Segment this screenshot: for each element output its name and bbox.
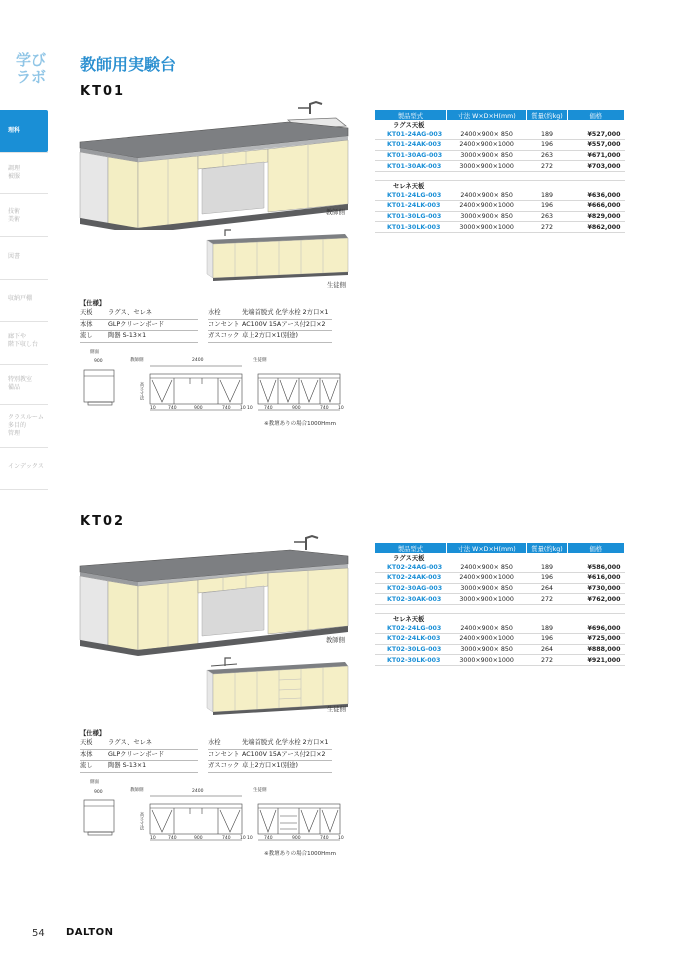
kt01-dwg-side-width: 900 (94, 359, 103, 364)
kt01-dwg-teacher-label: 教師側 (130, 358, 144, 363)
cell-mass: 189 (527, 563, 567, 573)
cell-mass: 263 (527, 150, 567, 161)
spec-key: 本体 (80, 750, 93, 758)
cell-price: ¥636,000 (567, 191, 624, 201)
cell-mass: 196 (527, 140, 567, 151)
cell-code: KT02-24AK-003 (375, 573, 446, 584)
th-model: 製品型式 (375, 543, 446, 553)
table-row (375, 573, 625, 584)
kt01-student-illustration (205, 226, 350, 282)
kt02-dwg-total-width: 2400 (192, 789, 204, 794)
spec-value: AC100V 15Aアース付2口×2 (242, 320, 326, 328)
kt02-dim-9: 740 (320, 836, 329, 841)
cell-price: ¥730,000 (567, 583, 624, 594)
cell-price: ¥586,000 (567, 563, 624, 573)
kt01-dim-6: 10 (247, 406, 253, 411)
cell-size: 2400×900×1000 (446, 140, 527, 151)
group-name: ラグス天板 (393, 555, 425, 563)
kt01-price-table (375, 110, 625, 233)
spec-key: 天板 (80, 309, 93, 316)
table-row (375, 130, 625, 140)
kt01-dim-3: 900 (194, 406, 203, 411)
spec-key: 流し (80, 332, 93, 339)
cell-price: ¥703,000 (567, 161, 624, 172)
kt01-teacher-illustration (78, 100, 353, 230)
spec-key: 水栓 (208, 739, 221, 746)
cell-size: 3000×900×1000 (446, 161, 527, 172)
cell-mass: 272 (527, 222, 567, 233)
kt02-teacher-illustration (78, 530, 353, 660)
cell-price: ¥671,000 (567, 150, 624, 161)
sidebar-divider (0, 489, 48, 490)
kt01-dim-5: 10 (240, 406, 246, 411)
cell-size: 3000×900×1000 (446, 655, 527, 666)
kt01-dim-4: 740 (222, 406, 231, 411)
table-row (375, 594, 625, 605)
cell-code: KT02-30AK-003 (375, 594, 446, 605)
kt02-dim-10: 10 (338, 836, 344, 841)
table-row (375, 655, 625, 666)
kt01-elevation-drawings (80, 364, 350, 412)
kt02-dim-2: 740 (168, 836, 177, 841)
cell-code: KT01-24LK-003 (375, 201, 446, 212)
cell-price: ¥888,000 (567, 644, 624, 655)
kt02-dim-3: 900 (194, 836, 203, 841)
dalton-logo: DALTON (66, 927, 114, 938)
cell-price: ¥616,000 (567, 573, 624, 584)
sidebar-item-classroom[interactable]: クラスルーム 多目的 管理 (8, 414, 44, 437)
page-number: 54 (32, 928, 45, 939)
cell-code: KT02-30LK-003 (375, 655, 446, 666)
kt01-dwg-total-width: 2400 (192, 358, 204, 363)
sidebar-item-science[interactable] (0, 110, 48, 152)
cell-code: KT02-24LK-003 (375, 634, 446, 645)
page-title: 教師用実験台 (80, 55, 177, 74)
kt01-dim-9: 740 (320, 406, 329, 411)
kt01-label-student: 生徒側 (327, 282, 346, 289)
cell-code: KT02-30LG-003 (375, 644, 446, 655)
kt01-spec-right (208, 308, 332, 343)
th-model: 製品型式 (375, 110, 446, 120)
kt02-dim-5: 10 (240, 836, 246, 841)
group-name: セレネ天板 (393, 183, 425, 191)
sidebar-divider (0, 193, 48, 194)
sidebar-divider (0, 236, 48, 237)
cell-code: KT02-30AG-003 (375, 583, 446, 594)
spec-key: ガスコック (208, 762, 240, 769)
cell-size: 3000×900× 850 (446, 150, 527, 161)
cell-size: 2400×900× 850 (446, 624, 527, 634)
kt02-label-teacher: 教師側 (326, 637, 345, 644)
spec-value: ラグス、セレネ (108, 739, 153, 746)
table-row (375, 644, 625, 655)
spec-value: 陶器 S-13×1 (108, 762, 147, 769)
cell-code: KT01-24AK-003 (375, 140, 446, 151)
cell-size: 2400×900× 850 (446, 130, 527, 140)
spec-key: 水栓 (208, 309, 221, 316)
cell-price: ¥666,000 (567, 201, 624, 212)
kt02-elevation-drawings (80, 794, 350, 842)
cell-price: ¥921,000 (567, 655, 624, 666)
cell-code: KT01-24AG-003 (375, 130, 446, 140)
kt02-dim-1: 10 (150, 836, 156, 841)
table-row (375, 624, 625, 634)
table-row (375, 583, 625, 594)
cell-price: ¥829,000 (567, 211, 624, 222)
sidebar-divider (0, 404, 48, 405)
spec-key: コンセント (208, 320, 240, 328)
kt01-spec-heading: 【仕様】 (80, 300, 106, 307)
spec-key: 本体 (80, 320, 93, 328)
cell-mass: 263 (527, 211, 567, 222)
cell-size: 3000×900× 850 (446, 583, 527, 594)
kt01-label-teacher: 教師側 (326, 209, 345, 216)
cell-mass: 196 (527, 573, 567, 584)
cell-mass: 272 (527, 161, 567, 172)
kt01-spec-left (80, 308, 198, 343)
sidebar-item-index[interactable]: インデックス (8, 463, 44, 470)
model-title-kt02: KT02 (80, 514, 126, 529)
sidebar-divider (0, 321, 48, 322)
kt01-dwg-side-label: 側面 (90, 350, 99, 355)
spec-key: ガスコック (208, 332, 240, 339)
sidebar-divider (0, 152, 48, 153)
kt02-spec-heading: 【仕様】 (80, 730, 106, 737)
kt02-dwg-side-label: 側面 (90, 780, 99, 785)
kt02-dwg-student-label: 生徒側 (253, 788, 267, 793)
sidebar-divider (0, 279, 48, 280)
cell-code: KT01-30LG-003 (375, 211, 446, 222)
spec-key: 天板 (80, 739, 93, 746)
cell-code: KT02-24LG-003 (375, 624, 446, 634)
cell-price: ¥696,000 (567, 624, 624, 634)
cell-size: 3000×900× 850 (446, 644, 527, 655)
kt02-label-student: 生徒側 (327, 706, 346, 713)
kt01-dim-10: 10 (338, 406, 344, 411)
kt02-dwg-side-width: 900 (94, 790, 103, 795)
th-size: 寸法 W×D×H(mm) (446, 110, 527, 120)
cell-code: KT01-30LK-003 (375, 222, 446, 233)
kt02-spec-right (208, 738, 332, 773)
kt01-dim-8: 900 (292, 406, 301, 411)
kt01-dim-2: 740 (168, 406, 177, 411)
th-price: 価格 (567, 110, 624, 120)
brand-line-1: 学び (16, 51, 47, 69)
cell-mass: 189 (527, 191, 567, 201)
kt01-dim-7: 740 (264, 406, 273, 411)
group-name: セレネ天板 (393, 616, 425, 624)
cell-mass: 189 (527, 624, 567, 634)
sidebar-divider (0, 447, 48, 448)
table-row (375, 211, 625, 222)
table-row (375, 150, 625, 161)
cell-price: ¥762,000 (567, 594, 624, 605)
spec-value: AC100V 15Aアース付2口×2 (242, 750, 326, 758)
cell-mass: 189 (527, 130, 567, 140)
sidebar-item-special[interactable]: 特別教室 備品 (8, 376, 33, 391)
table-row (375, 201, 625, 212)
table-row (375, 222, 625, 233)
spec-value: 卓上2方口×1(別途) (242, 762, 298, 769)
kt01-dwg-height-label: 高さ寸法 (139, 382, 144, 400)
spec-value: 卓上2方口×1(別途) (242, 332, 298, 339)
cell-price: ¥557,000 (567, 140, 624, 151)
cell-mass: 272 (527, 655, 567, 666)
model-title-kt01: KT01 (80, 84, 126, 99)
spec-key: 流し (80, 762, 93, 769)
table-row (375, 634, 625, 645)
sidebar-item-tech-art[interactable]: 技術 美術 (8, 208, 21, 223)
spec-value: 先端首脱式 化学水栓 2方口×1 (242, 739, 329, 746)
spec-value: GLPクリーンボード (108, 750, 165, 758)
cell-mass: 264 (527, 644, 567, 655)
table-row (375, 191, 625, 201)
kt02-dim-6: 10 (247, 836, 253, 841)
th-mass: 質量(約kg) (527, 110, 567, 120)
cell-mass: 196 (527, 201, 567, 212)
cell-code: KT01-30AK-003 (375, 161, 446, 172)
kt02-dim-8: 900 (292, 836, 301, 841)
cell-price: ¥862,000 (567, 222, 624, 233)
cell-size: 2400×900×1000 (446, 201, 527, 212)
kt01-dim-1: 10 (150, 406, 156, 411)
kt01-note: ※教壇ありの場合1000Hmm (264, 421, 336, 427)
sidebar-item-label: 理科 (8, 127, 21, 134)
cell-price: ¥725,000 (567, 634, 624, 645)
th-mass: 質量(約kg) (527, 543, 567, 553)
table-row (375, 563, 625, 573)
sidebar-item-cooking[interactable]: 調理 被服 (8, 165, 21, 180)
cell-size: 2400×900×1000 (446, 634, 527, 645)
kt02-dim-7: 740 (264, 836, 273, 841)
cell-size: 2400×900×1000 (446, 573, 527, 584)
cell-size: 3000×900× 850 (446, 211, 527, 222)
cell-size: 3000×900×1000 (446, 594, 527, 605)
spec-key: コンセント (208, 750, 240, 758)
kt02-dim-4: 740 (222, 836, 231, 841)
cell-size: 2400×900× 850 (446, 563, 527, 573)
th-size: 寸法 W×D×H(mm) (446, 543, 527, 553)
table-row (375, 161, 625, 172)
spec-value: 先端首脱式 化学水栓 2方口×1 (242, 309, 329, 316)
spec-value: ラグス、セレネ (108, 309, 153, 316)
kt02-dwg-height-label: 高さ寸法 (139, 812, 144, 830)
cell-mass: 196 (527, 634, 567, 645)
group-name: ラグス天板 (393, 122, 425, 130)
spec-value: GLPクリーンボード (108, 320, 165, 328)
kt02-note: ※教壇ありの場合1000Hmm (264, 851, 336, 857)
cell-price: ¥527,000 (567, 130, 624, 140)
cell-code: KT02-24AG-003 (375, 563, 446, 573)
table-row (375, 140, 625, 151)
cell-size: 2400×900× 850 (446, 191, 527, 201)
brand-line-2: ラボ (16, 68, 47, 86)
sidebar-divider (0, 364, 48, 365)
brand-mark (16, 52, 56, 86)
sidebar-item-library[interactable]: 図書 (8, 253, 21, 260)
cell-code: KT01-24LG-003 (375, 191, 446, 201)
cell-mass: 264 (527, 583, 567, 594)
th-price: 価格 (567, 543, 624, 553)
sidebar-item-storage[interactable]: 収納戸棚 (8, 295, 33, 302)
kt02-price-table (375, 543, 625, 666)
spec-value: 陶器 S-13×1 (108, 332, 147, 339)
kt02-dwg-teacher-label: 教師側 (130, 788, 144, 793)
kt02-spec-left (80, 738, 198, 773)
cell-size: 3000×900×1000 (446, 222, 527, 233)
sidebar-item-corridor[interactable]: 廊下や 階下収し台 (8, 333, 39, 348)
cell-mass: 272 (527, 594, 567, 605)
kt01-dwg-student-label: 生徒側 (253, 358, 267, 363)
cell-code: KT01-30AG-003 (375, 150, 446, 161)
